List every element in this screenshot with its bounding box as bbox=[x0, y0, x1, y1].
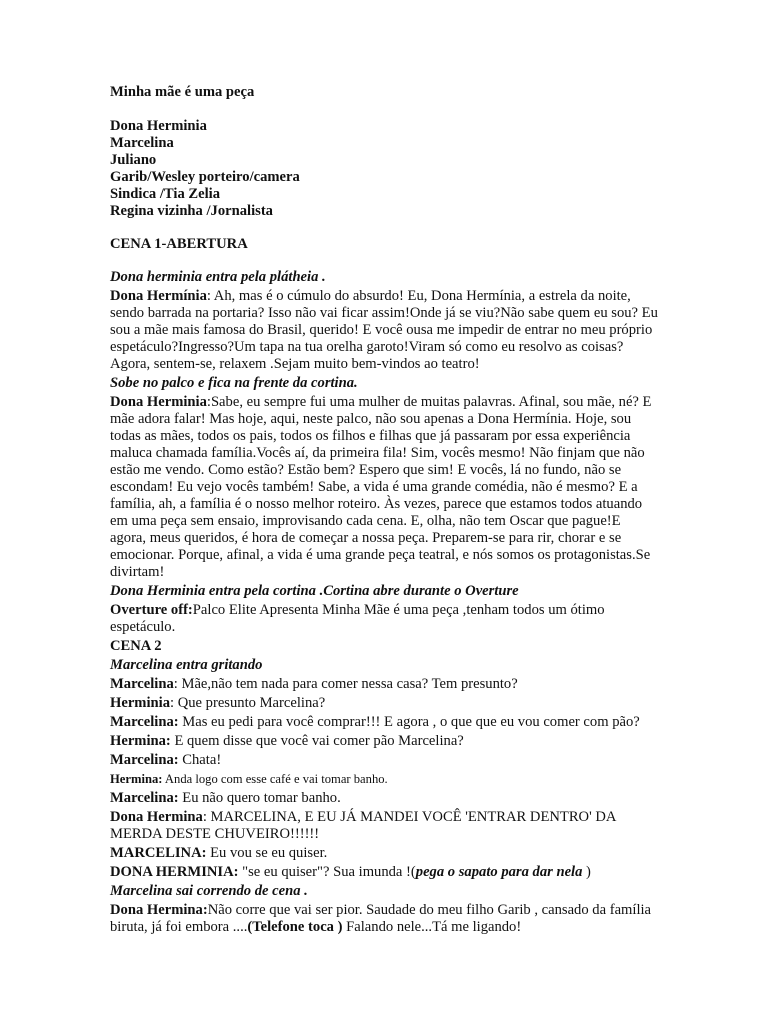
speech: Mas eu pedi para você comprar!!! E agora , o que que eu vou comer com pão? bbox=[178, 714, 640, 730]
stage-direction: Marcelina entra gritando bbox=[110, 657, 263, 673]
cast-item: Sindica /Tia Zelia bbox=[110, 186, 221, 202]
speech: : Mãe,não tem nada para comer nessa casa? Tem presunto? bbox=[173, 676, 518, 692]
dialogue-line bbox=[110, 288, 660, 373]
dialogue-line bbox=[110, 394, 660, 581]
scene-heading: CENA 1-ABERTURA bbox=[110, 236, 248, 252]
speech: :Sabe, eu sempre fui uma mulher de muitas palavras. Afinal, sou mãe, né? E mãe adora falar! Mas hoje, aqui, neste palco, não sou apenas a Dona Hermínia. Hoje, sou todas as mães, todos os pais, todos os filhos e filhas que já passaram por essa experiência maluca chamada família.Vocês aí, da primeira fila! Sim, vocês mesmo! Não finjam que não estão me vendo. Como estão? Estão bem? Espero que sim! E vocês, lá no fundo, não se escondam! Eu vejo vocês também! Sabe, a vida é uma grande comédia, não é mesmo? E a família, ah, a família é o nosso melhor roteiro. Às vezes, parece que estamos todos atuando em uma peça sem ensaio, improvisando cada cena. E, olha, não tem Oscar que pague!E agora, meus queridos, é hora de começar a nossa peça. Preparem-se para rir, chorar e se emocionar. Porque, afinal, a vida é uma grande peça teatral, e nós somos os protagonistas.Se divirtam! bbox=[110, 394, 652, 580]
speaker: Marcelina bbox=[110, 676, 174, 692]
speech: Palco Elite Apresenta Minha Mãe é uma peça ,tenham todos um ótimo espetáculo. bbox=[110, 602, 605, 635]
dialogue-line bbox=[110, 676, 660, 693]
speaker: Hermina: bbox=[110, 733, 171, 749]
speech: : Que presunto Marcelina? bbox=[170, 695, 326, 711]
speaker: Dona Hermínia bbox=[110, 288, 207, 304]
stage-direction: Marcelina sai correndo de cena . bbox=[110, 883, 308, 899]
dialogue-line bbox=[110, 602, 660, 636]
speaker: Marcelina: bbox=[110, 752, 179, 768]
dialogue-line bbox=[110, 809, 660, 843]
speaker: Marcelina: bbox=[110, 714, 179, 730]
cast-item: Garib/Wesley porteiro/camera bbox=[110, 169, 300, 185]
scene-heading: CENA 2 bbox=[110, 638, 162, 654]
speech: Chata! bbox=[178, 752, 222, 768]
dialogue-line bbox=[110, 695, 660, 712]
speech: Eu não quero tomar banho. bbox=[178, 790, 341, 806]
speaker: Dona Hermina: bbox=[110, 902, 208, 918]
speaker: Hermina: bbox=[110, 772, 163, 786]
speech: "se eu quiser"? Sua imunda !( bbox=[238, 864, 416, 880]
speech: : Ah, mas é o cúmulo do absurdo! Eu, Dona Hermínia, a estrela da noite, sendo barrada na portaria? Isso não vai ficar assim!Onde já se viu?Não sabe quem eu sou? Eu sou a mãe mais famosa do Brasil, querido! E você ousa me impedir de entrar no meu próprio espetáculo?Ingresso?Um tapa na tua orelha garoto!Viram só como eu resolvo as coisas? Agora, sentem-se, relaxem .Sejam muito bem-vindos ao teatro! bbox=[110, 288, 658, 372]
inline-stage-direction: pega o sapato para dar nela bbox=[415, 864, 583, 880]
dialogue-line bbox=[110, 845, 660, 862]
document-title: Minha mãe é uma peça bbox=[110, 84, 255, 100]
speaker: Dona Herminia bbox=[110, 394, 207, 410]
speech: Eu vou se eu quiser. bbox=[206, 845, 328, 861]
dialogue-line bbox=[110, 902, 660, 936]
dialogue-line bbox=[110, 864, 660, 881]
speaker: Overture off: bbox=[110, 602, 193, 618]
cast-list bbox=[110, 118, 660, 220]
speech: Anda logo com esse café e vai tomar banho. bbox=[162, 772, 388, 786]
speaker: MARCELINA: bbox=[110, 845, 207, 861]
speaker: Dona Hermina bbox=[110, 809, 203, 825]
stage-direction: Dona herminia entra pela plátheia . bbox=[110, 269, 326, 285]
speech: Falando nele...Tá me ligando! bbox=[342, 919, 522, 935]
dialogue-line bbox=[110, 714, 660, 731]
inline-stage-direction: (Telefone toca ) bbox=[247, 919, 343, 935]
dialogue-line bbox=[110, 733, 660, 750]
dialogue-line bbox=[110, 771, 660, 788]
dialogue-line bbox=[110, 752, 660, 769]
stage-direction: Dona Herminia entra pela cortina .Cortina abre durante o Overture bbox=[110, 583, 519, 599]
cast-item: Marcelina bbox=[110, 135, 174, 151]
speaker: DONA HERMINIA: bbox=[110, 864, 239, 880]
cast-item: Regina vizinha /Jornalista bbox=[110, 203, 273, 219]
script-page bbox=[110, 84, 660, 938]
speech: Não corre que vai ser pior. Saudade do meu filho Garib , cansado da família biruta, já foi embora .... bbox=[110, 902, 652, 935]
speaker: Marcelina: bbox=[110, 790, 179, 806]
speech-close: ) bbox=[582, 864, 591, 880]
cast-item: Juliano bbox=[110, 152, 157, 168]
cast-item: Dona Herminia bbox=[110, 118, 207, 134]
stage-direction: Sobe no palco e fica na frente da cortina. bbox=[110, 375, 358, 391]
speaker: Herminia bbox=[110, 695, 170, 711]
speech: : MARCELINA, E EU JÁ MANDEI VOCÊ 'ENTRAR DENTRO' DA MERDA DESTE CHUVEIRO!!!!!! bbox=[110, 809, 616, 842]
speech: E quem disse que você vai comer pão Marcelina? bbox=[170, 733, 464, 749]
dialogue-line bbox=[110, 790, 660, 807]
